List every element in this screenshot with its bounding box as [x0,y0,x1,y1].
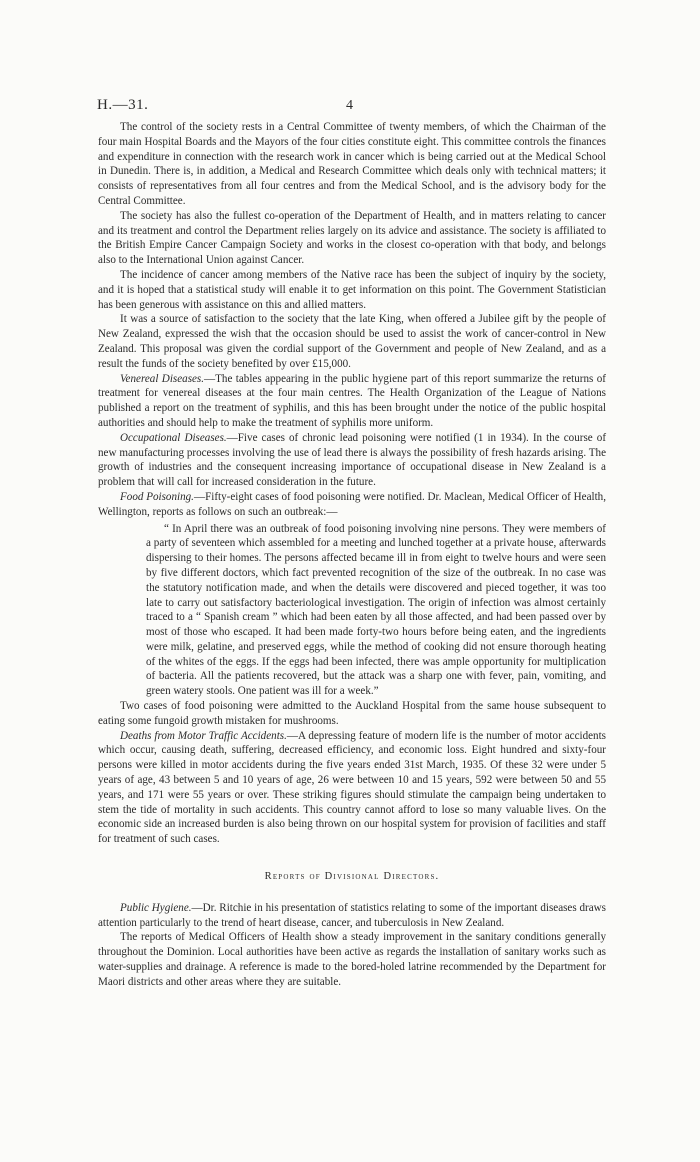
occupational-diseases-text: —Five cases of chronic lead poisoning were notified (1 in 1934). In the course of new manufacturing processes involving the use of lead there is always the possibility of fresh hazards arising. The growth of industries and the consequent increasing importance of occupational disease in New Zealand is a problem that will call for increased consideration in the future. [98,431,607,489]
paragraph-occupational-diseases [98,431,606,490]
food-poisoning-text: —Fifty-eight cases of food poisoning were notified. Dr. Maclean, Medical Officer of Health, Wellington, reports as follows on such an outbreak:— [98,490,606,518]
public-hygiene-title: Public Hygiene. [120,901,192,914]
paragraph-food-poisoning [98,490,606,520]
section-heading: Reports of Divisional Directors. [264,871,440,883]
venereal-diseases-title: Venereal Diseases. [120,372,205,385]
venereal-diseases-text: —The tables appearing in the public hygiene part of this report summarize the returns of treatment for venereal diseases at the four main centres. The Health Organization of the League of Nations published a report on the treatment of syphilis, and this has been brought under the notice of the public hospital authorities and should help to make the treatment of syphilis more uniform. [98,372,606,429]
paragraph-venereal-diseases [98,372,606,431]
paragraph-jubilee-gift: It was a source of satisfaction to the society that the late King, when offered a Jubilee gift by the people of New Zealand, expressed the wish that the occasion should be used to assist the work of cancer-control in New Zealand. This proposal was given the cordial support of the Government and people of New Zealand, and as a result the funds of the society benefited by over £15,000. [98,313,606,370]
paragraph-medical-officers-reports: The reports of Medical Officers of Health show a steady improvement in the sanitary conditions generally throughout the Dominion. Local authorities have been active as regards the installation of sanitary works such as water-supplies and drainage. A reference is made to the bored-holed latrine recommended by the Department for Maori districts and other areas where they are suitable. [98,931,606,988]
quote-text: “ In April there was an outbreak of food poisoning involving nine persons. They were members of a party of seventeen which assembled for a meeting and lunched together at a private house, afterwards dispersing to their homes. The persons affected became ill in from eight to twelve hours and were seen by five different doctors, which fact prevented recognition of the size of the outbreak. In no case was the statutory notification made, and when the details were discovered and pieced together, it was too late to carry out satisfactory bacteriological investigation. The origin of infection was almost certainly traced to a “ Spanish cream ” which had been eaten by all those affected, and had been passed over by most of those who escaped. It had been made forty-two hours before being eaten, and the ingredients were milk, gelatine, and preserved eggs, while the method of cooking did not ensure thorough heating of the whites of the eggs. If the eggs had been infected, there was ample opportunity for multiplication of bacteria. All the patients recovered, but the attack was a sharp one with fever, pain, vomiting, and green watery stools. One patient was ill for a week.” [146,522,606,698]
paragraph-cooperation: The society has also the fullest co-operation of the Department of Health, and in matters relating to cancer and its treatment and control the Department relies largely on its advice and assistance. The society is affiliated to the British Empire Cancer Campaign Society and works in the closest co-operation with that body, and belongs also to the International Union against Cancer. [98,209,606,267]
occupational-diseases-title: Occupational Diseases. [120,431,227,444]
paragraph-central-committee: The control of the society rests in a Central Committee of twenty members, of which the Chairman of the four main Hospital Boards and the Mayors of the four cities constitute eight. This committee controls the finances and expenditure in connection with the research work in cancer which is being carried out at the Medical School in Dunedin. There is, in addition, a Medical and Research Committee which deals only with technical matters; it consists of representatives from all four centres and from the Medical School, and is the advisory body for the Central Committee. [98,121,606,207]
food-poisoning-title: Food Poisoning. [120,490,194,503]
public-hygiene-text: —Dr. Ritchie in his presentation of statistics relating to some of the important diseases draws attention particularly to the trend of heart disease, cancer, and tuberculosis in New Zealand. [98,901,606,929]
paragraph-two-cases: Two cases of food poisoning were admitted to the Auckland Hospital from the same house subsequent to eating some fungoid growth mistaken for mushrooms. [98,700,606,727]
paragraph-native-race: The incidence of cancer among members of the Native race has been the subject of inquiry by the society, and it is hoped that a statistical study will enable it to get information on this point. The Government Statistician has been generous with assistance on this and allied matters. [98,268,606,311]
document-reference: H.—31. [97,97,149,113]
motor-accidents-title: Deaths from Motor Traffic Accidents. [120,729,287,742]
paragraph-public-hygiene [98,901,606,931]
paragraph-motor-accidents [98,729,606,847]
motor-accidents-text: —A depressing feature of modern life is the number of motor accidents which occur, causing death, suffering, decreased efficiency, and economic loss. Eight hundred and sixty-four persons were killed in motor accidents during the five years ended 31st March, 1935. Of these 32 were under 5 years of age, 43 between 5 and 10 years of age, 26 were between 10 and 15 years, 592 were between 50 and 55 years, and 171 were 55 years or over. These striking figures should stimulate the campaign being undertaken to stem the tide of mortality in such accidents. This country cannot afford to lose so many valuable lives. On the economic side an increased burden is also being thrown on our hospital system for provision of facilities and staff for treatment of such cases. [98,729,606,846]
block-quote [146,522,606,700]
document-body [98,120,606,990]
page-number: 4 [346,98,353,113]
